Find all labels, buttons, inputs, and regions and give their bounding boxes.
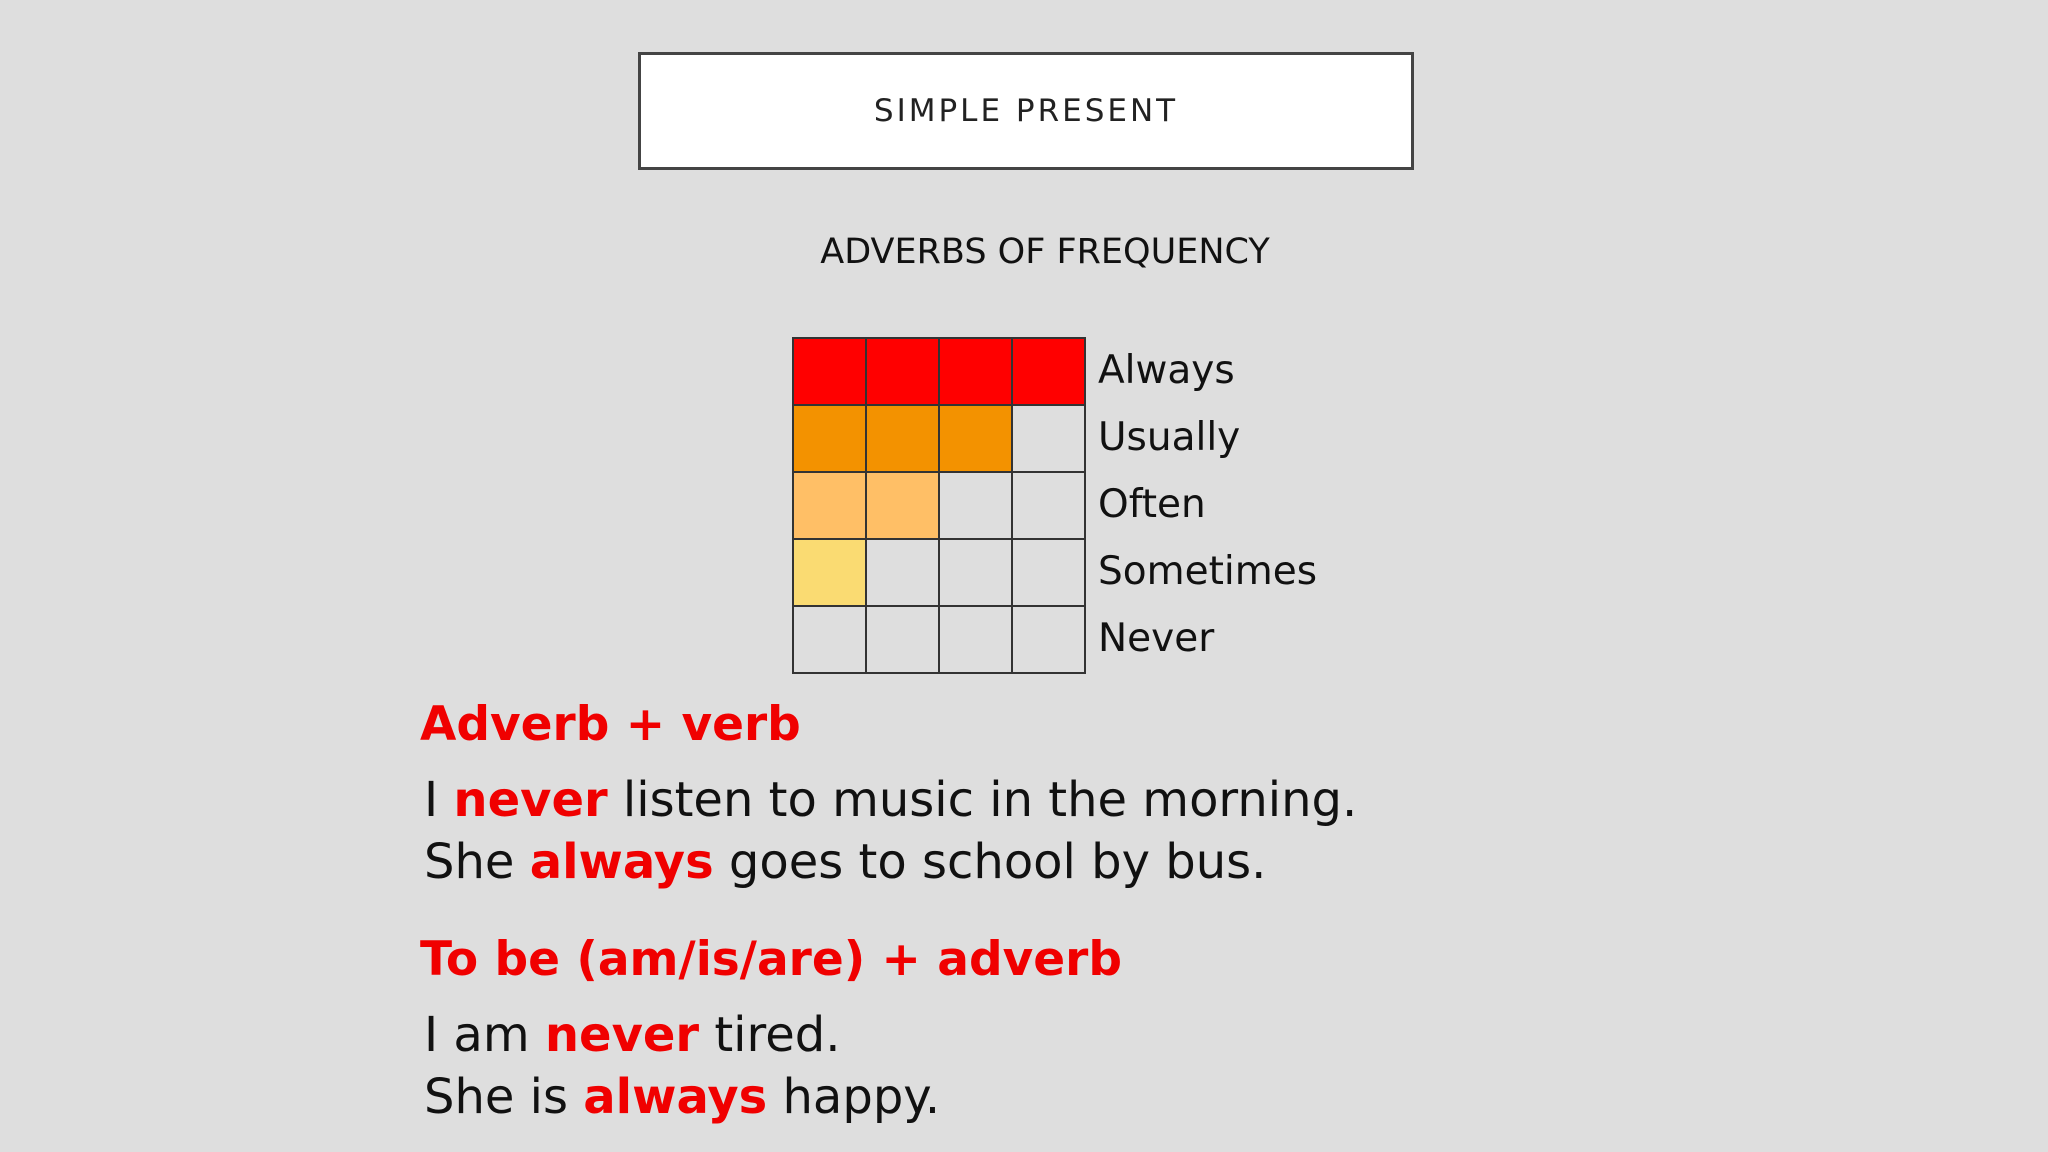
example-sentence bbox=[424, 834, 1266, 890]
frequency-label-often: Often bbox=[1098, 482, 1206, 527]
example-sentence bbox=[424, 1007, 840, 1063]
example-adverb: never bbox=[544, 1007, 700, 1063]
frequency-cell-never-1 bbox=[794, 607, 867, 674]
frequency-label-always: Always bbox=[1098, 348, 1235, 393]
frequency-cell-never-3 bbox=[940, 607, 1013, 674]
frequency-cell-often-2 bbox=[867, 473, 940, 540]
example-text: goes to school by bus. bbox=[713, 834, 1267, 890]
example-text: listen to music in the morning. bbox=[607, 772, 1358, 828]
example-text: She bbox=[424, 834, 530, 890]
example-sentence bbox=[424, 772, 1357, 828]
example-text: She is bbox=[424, 1069, 584, 1125]
example-adverb: always bbox=[529, 834, 714, 890]
example-adverb: always bbox=[583, 1069, 768, 1125]
frequency-cell-usually-2 bbox=[867, 406, 940, 473]
frequency-cell-always-3 bbox=[940, 339, 1013, 406]
frequency-cell-usually-3 bbox=[940, 406, 1013, 473]
frequency-cell-often-1 bbox=[794, 473, 867, 540]
page-title: SIMPLE PRESENT bbox=[873, 93, 1179, 129]
frequency-grid bbox=[792, 337, 1086, 674]
example-adverb: never bbox=[453, 772, 608, 828]
example-text: tired. bbox=[699, 1007, 841, 1063]
example-text: happy. bbox=[767, 1069, 941, 1125]
frequency-cell-usually-1 bbox=[794, 406, 867, 473]
frequency-cell-often-3 bbox=[940, 473, 1013, 540]
frequency-labels bbox=[1098, 337, 1317, 672]
frequency-cell-always-2 bbox=[867, 339, 940, 406]
frequency-cell-sometimes-2 bbox=[867, 540, 940, 607]
frequency-cell-never-4 bbox=[1013, 607, 1086, 674]
example-text: I am bbox=[424, 1007, 545, 1063]
section-subtitle: ADVERBS OF FREQUENCY bbox=[820, 232, 1270, 272]
frequency-cell-always-1 bbox=[794, 339, 867, 406]
frequency-cell-sometimes-3 bbox=[940, 540, 1013, 607]
frequency-cell-always-4 bbox=[1013, 339, 1086, 406]
frequency-label-sometimes: Sometimes bbox=[1098, 549, 1318, 594]
frequency-label-usually: Usually bbox=[1098, 415, 1241, 460]
frequency-cell-often-4 bbox=[1013, 473, 1086, 540]
example-sentence bbox=[424, 1069, 940, 1125]
example-text: I bbox=[424, 772, 454, 828]
frequency-cell-never-2 bbox=[867, 607, 940, 674]
title-box bbox=[638, 52, 1414, 170]
frequency-cell-sometimes-4 bbox=[1013, 540, 1086, 607]
rule-heading-to-be-adverb: To be (am/is/are) + adverb bbox=[420, 932, 1122, 987]
frequency-cell-sometimes-1 bbox=[794, 540, 867, 607]
frequency-label-never: Never bbox=[1098, 616, 1215, 661]
rule-heading-adverb-verb: Adverb + verb bbox=[420, 697, 801, 752]
frequency-cell-usually-4 bbox=[1013, 406, 1086, 473]
